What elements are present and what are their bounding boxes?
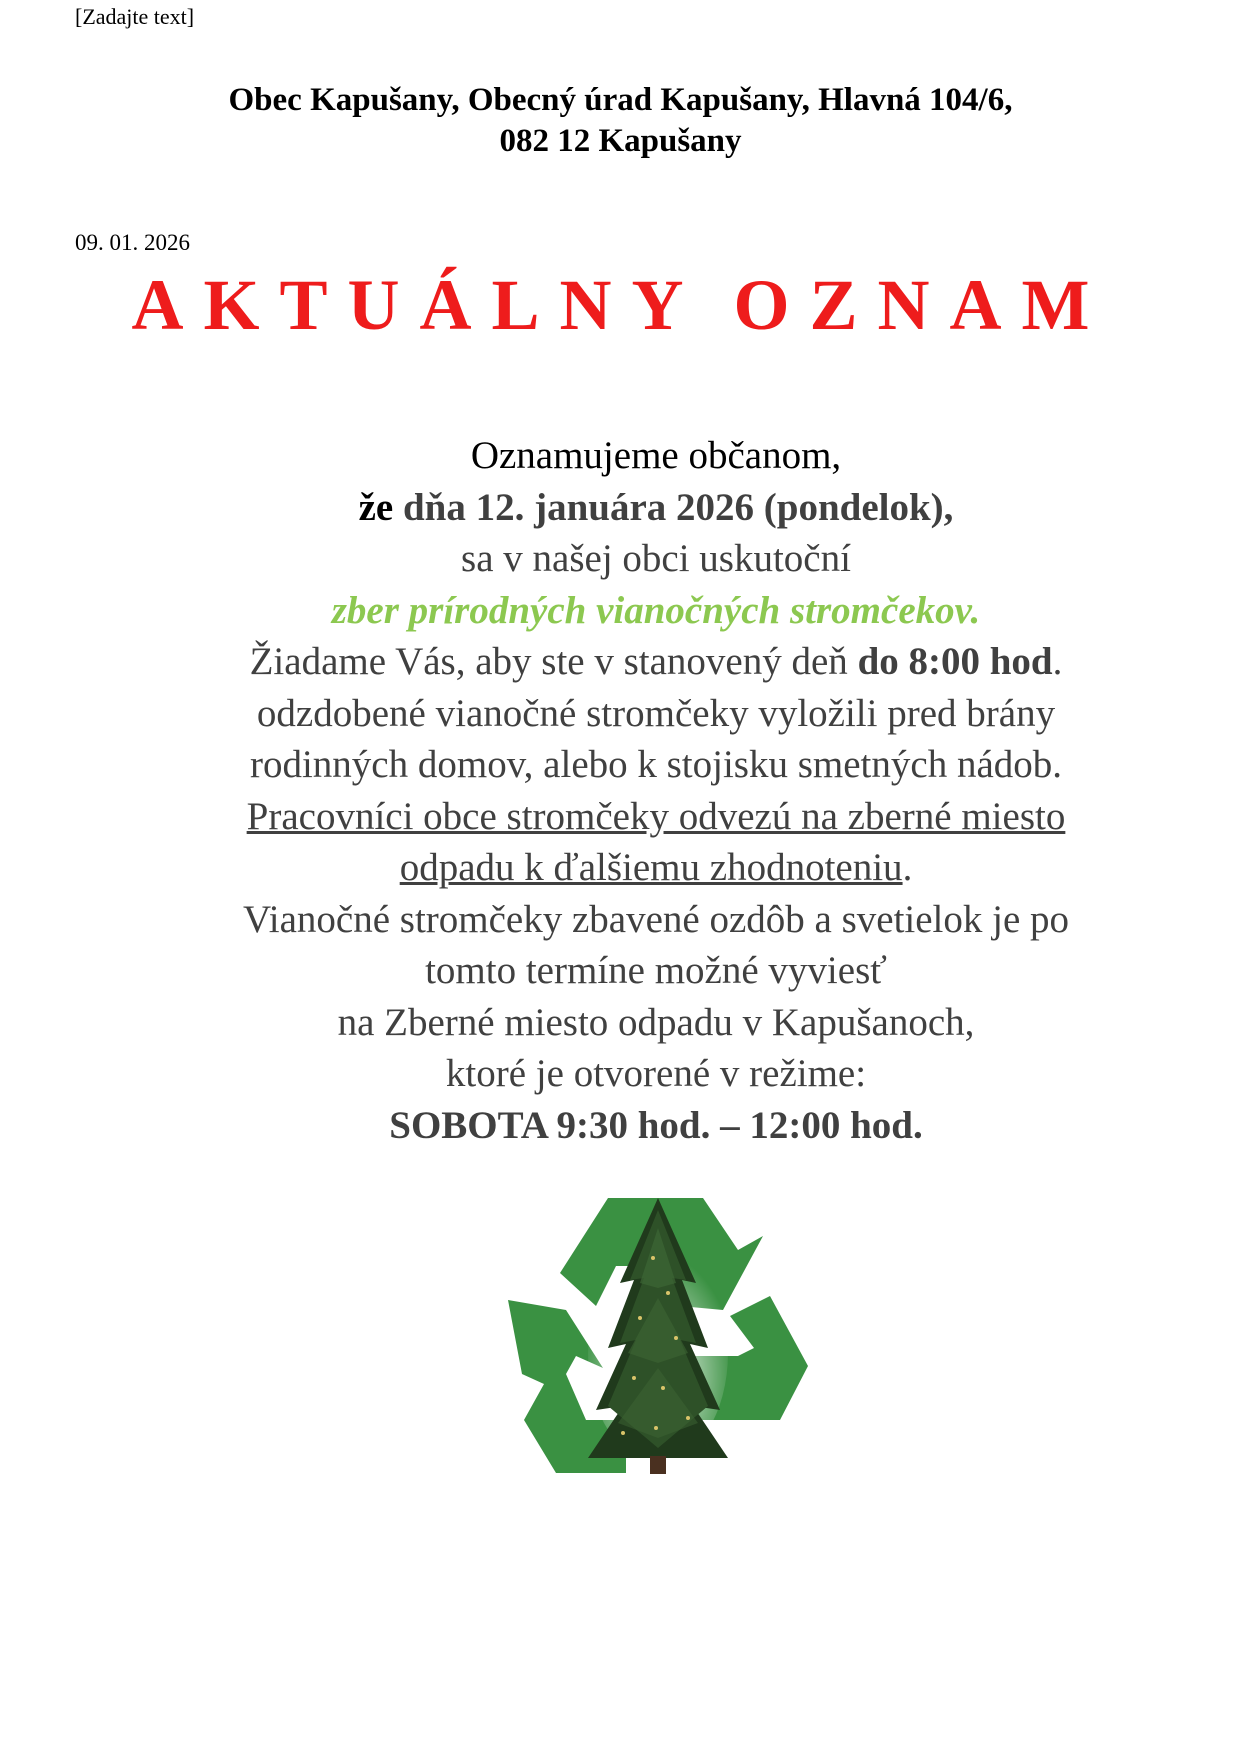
body-line-12: na Zberné miesto odpadu v Kapušanoch, <box>337 1000 975 1044</box>
body-line-2-date: dňa 12. januára 2026 (pondelok), <box>393 485 954 529</box>
body-line-5-deadline: do 8:00 hod <box>857 640 1053 683</box>
headline-word-2: OZNAM <box>733 265 1110 345</box>
notice-body <box>0 430 1241 1151</box>
body-line-11: tomto termíne možné vyviesť <box>425 949 887 992</box>
organization-address <box>0 80 1241 162</box>
body-line-8: Pracovníci obce stromčeky odvezú na zberné miesto <box>246 794 1066 838</box>
body-line-2 <box>0 482 1241 534</box>
body-line-13: ktoré je otvorené v režime: <box>445 1052 867 1095</box>
body-line-collection: zber prírodných vianočných stromčekov. <box>331 588 981 632</box>
body-line-9-underlined: odpadu k ďalšiemu zhodnoteniu <box>399 846 903 889</box>
body-line-6: odzdobené vianočné stromčeky vyložili pred brány <box>256 691 1056 735</box>
org-line-2: 082 12 Kapušany <box>499 123 742 159</box>
notice-date: 09. 01. 2026 <box>75 230 190 255</box>
body-line-7: rodinných domov, alebo k stojisku smetných nádob. <box>249 743 1063 786</box>
body-line-5 <box>0 636 1241 688</box>
body-line-1: Oznamujeme občanom, <box>470 434 842 477</box>
headline-word-1: AKTUÁLNY <box>131 265 704 345</box>
opening-hours: SOBOTA 9:30 hod. – 12:00 hod. <box>389 1103 923 1147</box>
body-line-10: Vianočné stromčeky zbavené ozdôb a svetielok je po <box>242 897 1070 941</box>
body-line-5-dot: . <box>1052 640 1063 683</box>
recycle-tree-icon <box>508 1188 808 1488</box>
org-line-1: Obec Kapušany, Obecný úrad Kapušany, Hlavná 104/6, <box>228 82 1013 118</box>
body-line-5-text: Žiadame Vás, aby ste v stanovený deň <box>249 640 858 683</box>
body-line-2-start: že <box>358 485 394 529</box>
body-line-3: sa v našej obci uskutoční <box>461 537 851 580</box>
header-placeholder: [Zadajte text] <box>75 4 195 29</box>
notice-headline <box>0 262 1241 348</box>
body-line-9-dot: . <box>902 846 913 889</box>
body-line-9 <box>0 842 1241 894</box>
